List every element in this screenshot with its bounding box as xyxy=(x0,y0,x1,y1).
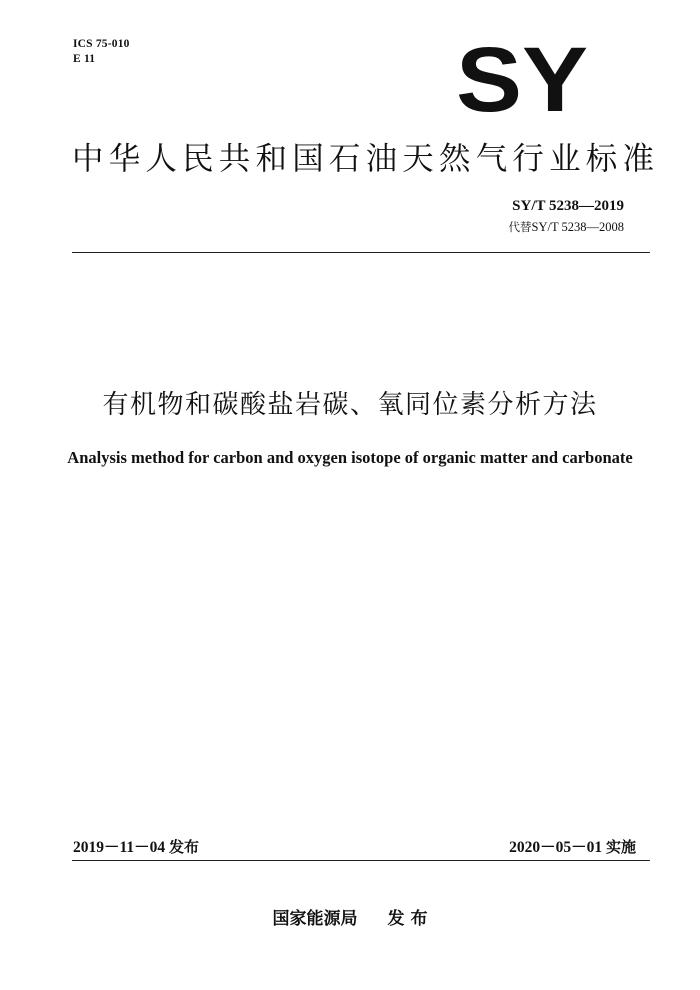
implement-label: 实施 xyxy=(605,838,636,856)
bottom-divider xyxy=(72,860,650,861)
ics-code: ICS 75-010 xyxy=(73,38,130,50)
issuer-action: 发 布 xyxy=(387,909,428,929)
publish-label: 发布 xyxy=(169,838,200,856)
page-title: 中华人民共和国石油天然气行业标准 xyxy=(72,141,660,177)
top-divider xyxy=(72,252,650,253)
sy-logo xyxy=(455,42,590,116)
replaces-line xyxy=(509,219,625,235)
issuer-name: 国家能源局 xyxy=(272,909,358,929)
document-title-english: Analysis method for carbon and oxygen isotope of organic matter and carbonate xyxy=(67,448,633,467)
implement-date-line xyxy=(509,835,636,857)
implement-date: 2020－05－01 xyxy=(509,839,603,856)
issuer-line xyxy=(0,904,700,929)
publish-date: 2019－11－04 xyxy=(73,839,166,856)
standard-number: SY/T 5238—2019 xyxy=(512,198,624,214)
sy-logo-text: SY xyxy=(456,42,588,116)
replaces-number: SY/T 5238—2008 xyxy=(531,220,624,234)
publish-date-line xyxy=(73,835,199,857)
document-title-chinese: 有机物和碳酸盐岩碳、氧同位素分析方法 xyxy=(102,390,598,420)
classification-codes xyxy=(73,37,130,67)
replaces-label: 代替 xyxy=(508,220,532,234)
category-code: E 11 xyxy=(73,53,96,65)
